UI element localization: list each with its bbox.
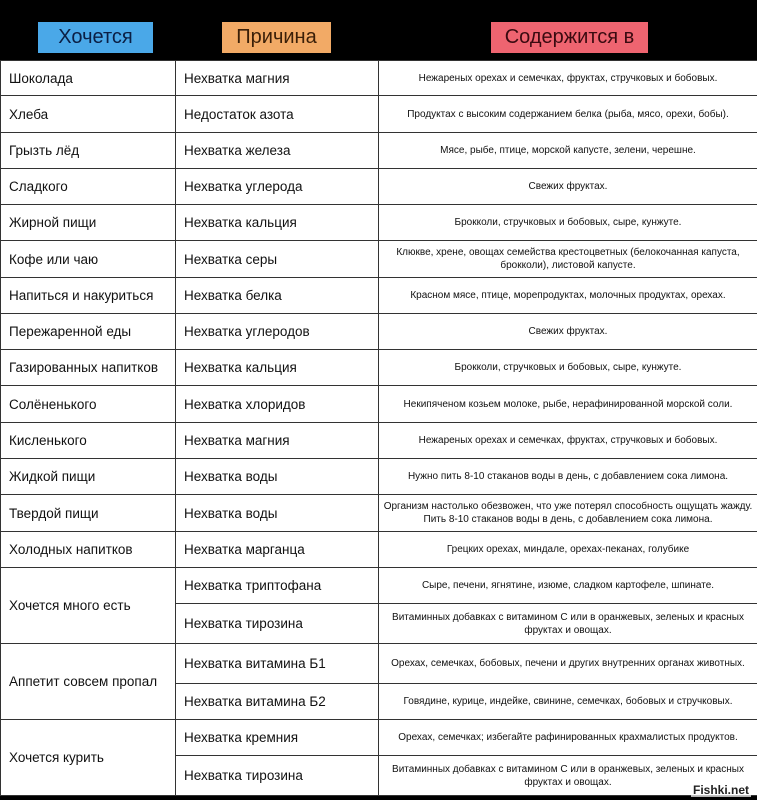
table-row: [1, 423, 757, 459]
source-cell: Брокколи, стручковых и бобовых, сыре, кунжуте.: [379, 350, 757, 386]
craving-cell: Хочется много есть: [1, 568, 176, 644]
reason-cell: Нехватка углерода: [176, 169, 379, 205]
header-reason: Причина: [222, 22, 331, 53]
reason-cell: Нехватка воды: [176, 495, 379, 532]
source-cell: Орехах, семечках; избегайте рафинированных крахмалистых продуктов.: [379, 720, 757, 756]
source-cell: Свежих фруктах.: [379, 314, 757, 350]
reason-cell: Нехватка тирозина: [176, 756, 379, 796]
reason-cell: Недостаток азота: [176, 96, 379, 133]
reason-cell: Нехватка витамина Б2: [176, 684, 379, 720]
craving-cell: Твердой пищи: [1, 495, 176, 532]
source-cell: Орехах, семечках, бобовых, печени и других внутренних органах животных.: [379, 644, 757, 684]
table-row: [1, 720, 757, 756]
source-cell: Витаминных добавках с витамином С или в оранжевых, зеленых и красных фруктах и овощах.: [379, 756, 757, 796]
craving-cell: Хочется курить: [1, 720, 176, 796]
craving-cell: Жирной пищи: [1, 205, 176, 241]
table-row: [1, 205, 757, 241]
craving-cell: Газированных напитков: [1, 350, 176, 386]
reason-cell: Нехватка хлоридов: [176, 386, 379, 423]
craving-cell: Аппетит совсем пропал: [1, 644, 176, 720]
table-body: [1, 61, 757, 796]
watermark: Fishki.net: [692, 783, 749, 797]
table-row: [1, 241, 757, 278]
table-row: [1, 459, 757, 495]
source-cell: Грецких орехах, миндале, орехах-пеканах, голубике: [379, 532, 757, 568]
reason-cell: Нехватка магния: [176, 423, 379, 459]
reason-cell: Нехватка углеродов: [176, 314, 379, 350]
craving-cell: Хлеба: [1, 96, 176, 133]
reason-cell: Нехватка серы: [176, 241, 379, 278]
source-cell: Говядине, курице, индейке, свинине, семечках, бобовых и стручковых.: [379, 684, 757, 720]
table-row: [1, 169, 757, 205]
header-source: Содержится в: [491, 22, 648, 53]
reason-cell: Нехватка витамина Б1: [176, 644, 379, 684]
cravings-table: [0, 60, 757, 796]
craving-cell: Кисленького: [1, 423, 176, 459]
table-row: [1, 568, 757, 604]
source-cell: Брокколи, стручковых и бобовых, сыре, кунжуте.: [379, 205, 757, 241]
craving-cell: Напиться и накуриться: [1, 278, 176, 314]
source-cell: Нужно пить 8-10 стаканов воды в день, с добавлением сока лимона.: [379, 459, 757, 495]
craving-cell: Грызть лёд: [1, 133, 176, 169]
table-row: [1, 350, 757, 386]
source-cell: Сыре, печени, ягнятине, изюме, сладком картофеле, шпинате.: [379, 568, 757, 604]
table-row: [1, 61, 757, 96]
table-row: [1, 386, 757, 423]
source-cell: Свежих фруктах.: [379, 169, 757, 205]
source-cell: Витаминных добавках с витамином С или в оранжевых, зеленых и красных фруктах и овощах.: [379, 604, 757, 644]
craving-cell: Пережаренной еды: [1, 314, 176, 350]
table-row: [1, 314, 757, 350]
craving-cell: Жидкой пищи: [1, 459, 176, 495]
table-row: [1, 133, 757, 169]
table-row: [1, 96, 757, 133]
reason-cell: Нехватка тирозина: [176, 604, 379, 644]
reason-cell: Нехватка магния: [176, 61, 379, 96]
craving-cell: Кофе или чаю: [1, 241, 176, 278]
table-row: [1, 495, 757, 532]
source-cell: Некипяченом козьем молоке, рыбе, нерафинированной морской соли.: [379, 386, 757, 423]
source-cell: Нежареных орехах и семечках, фруктах, стручковых и бобовых.: [379, 61, 757, 96]
source-cell: Продуктах с высоким содержанием белка (рыба, мясо, орехи, бобы).: [379, 96, 757, 133]
source-cell: Клюкве, хрене, овощах семейства крестоцветных (белокочанная капуста, брокколи), листовой капусте.: [379, 241, 757, 278]
reason-cell: Нехватка воды: [176, 459, 379, 495]
source-cell: Нежареных орехах и семечках, фруктах, стручковых и бобовых.: [379, 423, 757, 459]
table-row: [1, 278, 757, 314]
reason-cell: Нехватка кремния: [176, 720, 379, 756]
source-cell: Мясе, рыбе, птице, морской капусте, зелени, черешне.: [379, 133, 757, 169]
craving-cell: Солёненького: [1, 386, 176, 423]
reason-cell: Нехватка кальция: [176, 205, 379, 241]
header-want: Хочется: [38, 22, 153, 53]
source-cell: Организм настолько обезвожен, что уже потерял способность ощущать жажду. Пить 8-10 стаканов воды в день, с добавлением сока лимона.: [379, 495, 757, 532]
reason-cell: Нехватка марганца: [176, 532, 379, 568]
craving-cell: Сладкого: [1, 169, 176, 205]
source-cell: Красном мясе, птице, морепродуктах, молочных продуктах, орехах.: [379, 278, 757, 314]
header-bar: [0, 0, 757, 60]
table-row: [1, 532, 757, 568]
reason-cell: Нехватка кальция: [176, 350, 379, 386]
reason-cell: Нехватка белка: [176, 278, 379, 314]
craving-cell: Холодных напитков: [1, 532, 176, 568]
craving-cell: Шоколада: [1, 61, 176, 96]
table-row: [1, 644, 757, 684]
reason-cell: Нехватка триптофана: [176, 568, 379, 604]
reason-cell: Нехватка железа: [176, 133, 379, 169]
